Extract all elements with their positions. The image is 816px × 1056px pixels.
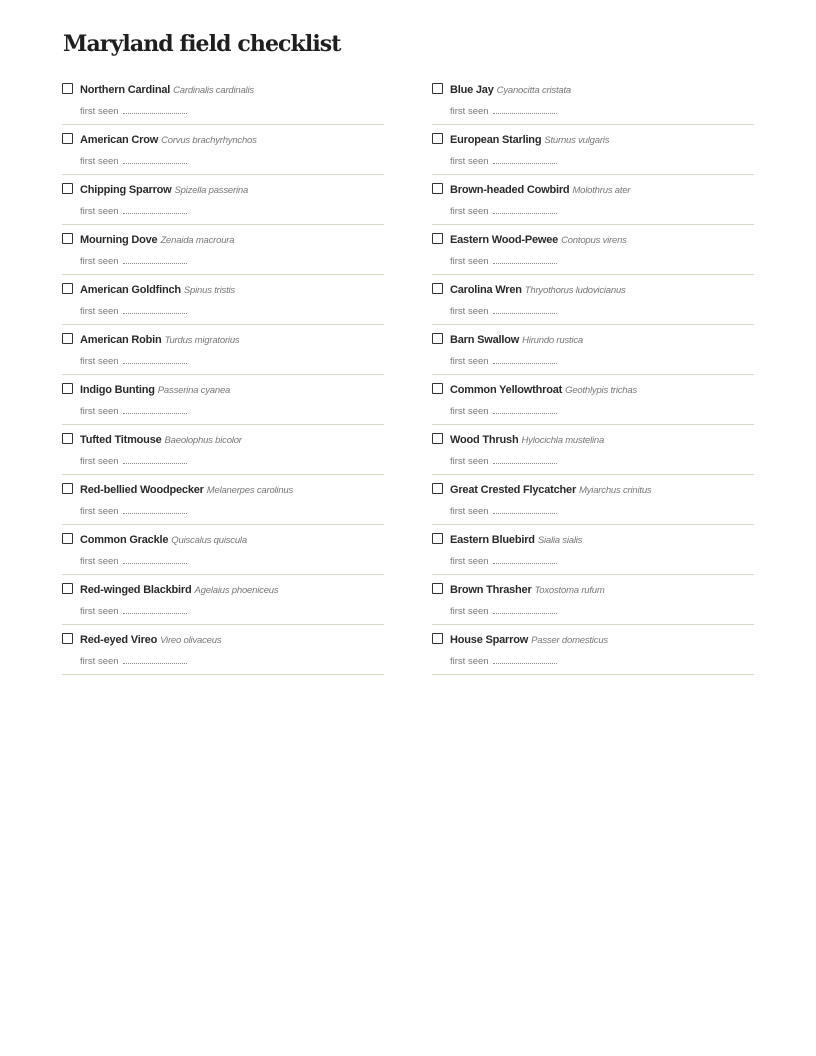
first-seen-label: first seen xyxy=(450,456,489,467)
species-checkbox[interactable] xyxy=(432,333,443,344)
species-checkbox[interactable] xyxy=(62,533,73,544)
first-seen-line xyxy=(450,253,557,268)
first-seen-label: first seen xyxy=(450,556,489,567)
first-seen-blank[interactable] xyxy=(123,255,187,264)
first-seen-line xyxy=(450,303,557,318)
checklist-item xyxy=(432,225,754,275)
common-name: House Sparrow xyxy=(450,634,529,646)
species-checkbox[interactable] xyxy=(432,83,443,94)
species-checkbox[interactable] xyxy=(62,233,73,244)
checklist-item xyxy=(432,575,754,625)
common-name: Eastern Bluebird xyxy=(450,534,535,546)
species-checkbox[interactable] xyxy=(62,633,73,644)
first-seen-blank[interactable] xyxy=(123,105,187,114)
scientific-name: Geothlypis trichas xyxy=(565,385,638,396)
checklist-item xyxy=(432,125,754,175)
first-seen-line xyxy=(80,403,187,418)
first-seen-label: first seen xyxy=(450,406,489,417)
common-name: Northern Cardinal xyxy=(80,84,171,96)
scientific-name: Melanerpes carolinus xyxy=(206,485,294,496)
scientific-name: Quiscalus quiscula xyxy=(171,535,247,546)
species-name-line xyxy=(450,582,605,598)
first-seen-line xyxy=(80,653,187,668)
first-seen-line xyxy=(80,353,187,368)
scientific-name: Sialia sialis xyxy=(537,535,583,546)
species-checkbox[interactable] xyxy=(62,583,73,594)
first-seen-blank[interactable] xyxy=(493,455,557,464)
first-seen-blank[interactable] xyxy=(493,505,557,514)
species-name-line xyxy=(450,482,651,498)
scientific-name: Molothrus ater xyxy=(572,185,631,196)
species-checkbox[interactable] xyxy=(432,433,443,444)
species-checkbox[interactable] xyxy=(62,183,73,194)
species-name-line xyxy=(80,282,235,298)
species-name-line xyxy=(450,282,626,298)
species-name-line xyxy=(80,82,254,98)
checklist-item xyxy=(62,275,384,325)
common-name: American Goldfinch xyxy=(80,284,181,296)
first-seen-blank[interactable] xyxy=(123,305,187,314)
common-name: American Crow xyxy=(80,134,159,146)
common-name: Common Grackle xyxy=(80,534,169,546)
checklist-item xyxy=(432,325,754,375)
checklist-item xyxy=(62,325,384,375)
species-name-line xyxy=(450,632,608,648)
first-seen-label: first seen xyxy=(450,306,489,317)
species-name-line xyxy=(80,432,242,448)
first-seen-line xyxy=(450,453,557,468)
first-seen-blank[interactable] xyxy=(493,155,557,164)
species-name-line xyxy=(450,432,604,448)
checklist-item xyxy=(432,475,754,525)
species-name-line xyxy=(80,332,239,348)
first-seen-blank[interactable] xyxy=(493,205,557,214)
scientific-name: Spinus tristis xyxy=(183,285,235,296)
first-seen-label: first seen xyxy=(450,106,489,117)
first-seen-label: first seen xyxy=(450,606,489,617)
common-name: Common Yellowthroat xyxy=(450,384,563,396)
first-seen-label: first seen xyxy=(80,356,119,367)
first-seen-line xyxy=(80,453,187,468)
species-checkbox[interactable] xyxy=(432,133,443,144)
species-checkbox[interactable] xyxy=(432,633,443,644)
first-seen-line xyxy=(80,503,187,518)
first-seen-label: first seen xyxy=(80,406,119,417)
page-title: Maryland field checklist xyxy=(63,31,341,57)
species-name-line xyxy=(80,182,248,198)
species-name-line xyxy=(80,232,234,248)
species-checkbox[interactable] xyxy=(62,383,73,394)
common-name: Wood Thrush xyxy=(450,434,519,446)
checklist-item xyxy=(62,225,384,275)
common-name: Red-bellied Woodpecker xyxy=(80,484,204,496)
common-name: European Starling xyxy=(450,134,542,146)
species-name-line xyxy=(80,532,247,548)
species-checkbox[interactable] xyxy=(432,383,443,394)
species-checkbox[interactable] xyxy=(432,583,443,594)
first-seen-blank[interactable] xyxy=(123,205,187,214)
scientific-name: Turdus migratorius xyxy=(164,335,240,346)
species-name-line xyxy=(450,182,630,198)
first-seen-label: first seen xyxy=(80,506,119,517)
common-name: Indigo Bunting xyxy=(80,384,155,396)
common-name: Mourning Dove xyxy=(80,234,158,246)
checklist-item xyxy=(62,475,384,525)
species-checkbox[interactable] xyxy=(62,283,73,294)
scientific-name: Myiarchus crinitus xyxy=(579,485,652,496)
first-seen-label: first seen xyxy=(80,456,119,467)
species-checkbox[interactable] xyxy=(62,133,73,144)
scientific-name: Zenaida macroura xyxy=(160,235,235,246)
common-name: Blue Jay xyxy=(450,84,494,96)
checklist-column-right xyxy=(432,75,754,675)
common-name: Red-winged Blackbird xyxy=(80,584,192,596)
first-seen-label: first seen xyxy=(80,106,119,117)
first-seen-blank[interactable] xyxy=(493,255,557,264)
first-seen-label: first seen xyxy=(80,256,119,267)
species-checkbox[interactable] xyxy=(432,233,443,244)
checklist-item xyxy=(62,425,384,475)
species-name-line xyxy=(80,382,230,398)
scientific-name: Baeolophus bicolor xyxy=(164,435,242,446)
first-seen-line xyxy=(450,553,557,568)
first-seen-label: first seen xyxy=(450,656,489,667)
checklist-column-left xyxy=(62,75,384,675)
checklist-item xyxy=(62,125,384,175)
first-seen-blank[interactable] xyxy=(123,155,187,164)
species-name-line xyxy=(80,482,293,498)
first-seen-blank[interactable] xyxy=(493,605,557,614)
scientific-name: Hirundo rustica xyxy=(522,335,584,346)
scientific-name: Toxostoma rufum xyxy=(534,585,605,596)
species-checkbox[interactable] xyxy=(62,483,73,494)
first-seen-blank[interactable] xyxy=(123,655,187,664)
scientific-name: Sturnus vulgaris xyxy=(544,135,610,146)
first-seen-label: first seen xyxy=(80,556,119,567)
first-seen-label: first seen xyxy=(450,206,489,217)
scientific-name: Contopus virens xyxy=(561,235,627,246)
first-seen-label: first seen xyxy=(450,256,489,267)
checklist-item xyxy=(432,425,754,475)
checklist-item xyxy=(62,525,384,575)
scientific-name: Corvus brachyrhynchos xyxy=(161,135,257,146)
first-seen-blank[interactable] xyxy=(493,355,557,364)
first-seen-label: first seen xyxy=(450,356,489,367)
first-seen-blank[interactable] xyxy=(123,505,187,514)
first-seen-blank[interactable] xyxy=(493,655,557,664)
first-seen-blank[interactable] xyxy=(123,455,187,464)
first-seen-line xyxy=(450,153,557,168)
common-name: Brown-headed Cowbird xyxy=(450,184,570,196)
species-name-line xyxy=(450,232,627,248)
first-seen-blank[interactable] xyxy=(493,405,557,414)
checklist-item xyxy=(432,75,754,125)
first-seen-label: first seen xyxy=(80,656,119,667)
scientific-name: Cardinalis cardinalis xyxy=(173,85,254,96)
first-seen-label: first seen xyxy=(450,156,489,167)
species-name-line xyxy=(450,382,637,398)
species-name-line xyxy=(450,332,583,348)
first-seen-line xyxy=(450,403,557,418)
species-checkbox[interactable] xyxy=(432,283,443,294)
common-name: Carolina Wren xyxy=(450,284,522,296)
first-seen-label: first seen xyxy=(80,606,119,617)
scientific-name: Cyanocitta cristata xyxy=(496,85,571,96)
common-name: Brown Thrasher xyxy=(450,584,532,596)
first-seen-line xyxy=(80,253,187,268)
scientific-name: Hylocichla mustelina xyxy=(521,435,605,446)
scientific-name: Passerina cyanea xyxy=(157,385,231,396)
scientific-name: Thryothorus ludovicianus xyxy=(524,285,626,296)
first-seen-line xyxy=(80,603,187,618)
species-checkbox[interactable] xyxy=(62,333,73,344)
first-seen-line xyxy=(80,203,187,218)
first-seen-label: first seen xyxy=(80,306,119,317)
common-name: Great Crested Flycatcher xyxy=(450,484,577,496)
first-seen-blank[interactable] xyxy=(123,405,187,414)
scientific-name: Passer domesticus xyxy=(531,635,608,646)
checklist-item xyxy=(62,175,384,225)
species-name-line xyxy=(450,82,571,98)
common-name: Barn Swallow xyxy=(450,334,520,346)
species-checkbox[interactable] xyxy=(62,433,73,444)
common-name: Chipping Sparrow xyxy=(80,184,172,196)
species-name-line xyxy=(450,532,582,548)
common-name: American Robin xyxy=(80,334,162,346)
first-seen-blank[interactable] xyxy=(493,555,557,564)
first-seen-line xyxy=(450,353,557,368)
first-seen-line xyxy=(450,203,557,218)
species-name-line xyxy=(80,582,278,598)
checklist-item xyxy=(62,575,384,625)
species-name-line xyxy=(80,132,257,148)
first-seen-line xyxy=(450,103,557,118)
first-seen-line xyxy=(80,303,187,318)
common-name: Eastern Wood-Pewee xyxy=(450,234,559,246)
first-seen-line xyxy=(450,503,557,518)
first-seen-label: first seen xyxy=(80,206,119,217)
species-name-line xyxy=(80,632,221,648)
first-seen-line xyxy=(450,603,557,618)
species-checkbox[interactable] xyxy=(432,483,443,494)
first-seen-blank[interactable] xyxy=(493,105,557,114)
first-seen-label: first seen xyxy=(80,156,119,167)
common-name: Red-eyed Vireo xyxy=(80,634,158,646)
first-seen-line xyxy=(450,653,557,668)
species-checkbox[interactable] xyxy=(432,533,443,544)
scientific-name: Spizella passerina xyxy=(174,185,249,196)
first-seen-blank[interactable] xyxy=(123,555,187,564)
common-name: Tufted Titmouse xyxy=(80,434,162,446)
checklist-item xyxy=(432,275,754,325)
checklist-item xyxy=(432,525,754,575)
first-seen-line xyxy=(80,553,187,568)
species-name-line xyxy=(450,132,609,148)
checklist-item xyxy=(62,375,384,425)
scientific-name: Agelaius phoeniceus xyxy=(194,585,279,596)
first-seen-line xyxy=(80,103,187,118)
checklist-item xyxy=(432,375,754,425)
first-seen-blank[interactable] xyxy=(493,305,557,314)
scientific-name: Vireo olivaceus xyxy=(160,635,222,646)
first-seen-line xyxy=(80,153,187,168)
species-checkbox[interactable] xyxy=(62,83,73,94)
first-seen-blank[interactable] xyxy=(123,605,187,614)
species-checkbox[interactable] xyxy=(432,183,443,194)
checklist-item xyxy=(432,625,754,675)
first-seen-label: first seen xyxy=(450,506,489,517)
checklist-item xyxy=(62,75,384,125)
checklist-item xyxy=(432,175,754,225)
checklist-item xyxy=(62,625,384,675)
first-seen-blank[interactable] xyxy=(123,355,187,364)
